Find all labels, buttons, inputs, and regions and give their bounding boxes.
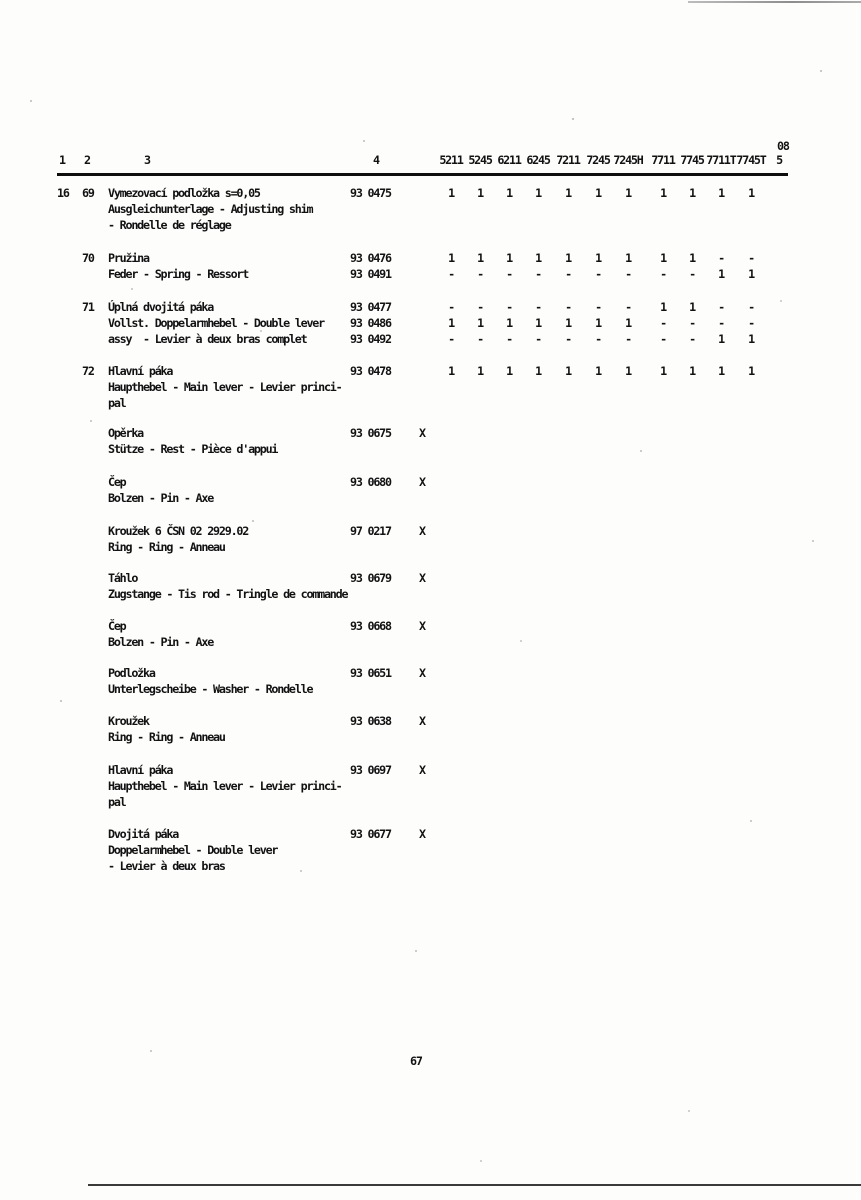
part-number: 93 0680 (350, 475, 391, 489)
quantity-cell: 1 (625, 316, 631, 330)
quantity-cell: 1 (718, 364, 724, 378)
x-mark: X (419, 714, 425, 728)
part-description-line: Čep (108, 475, 126, 489)
section-number: 08 (777, 139, 789, 153)
ref-column-header: 4 (373, 153, 379, 167)
quantity-cell: - (535, 332, 541, 346)
quantity-cell: 1 (748, 332, 754, 346)
item-number: 72 (82, 364, 94, 378)
part-description-line: Vymezovací podložka s=0,05 (108, 186, 260, 200)
item-number: 71 (82, 300, 94, 314)
quantity-cell: 1 (565, 186, 571, 200)
quantity-cell: 1 (660, 300, 666, 314)
quantity-cell: 1 (535, 251, 541, 265)
quantity-cell: - (625, 267, 631, 281)
part-description-line: - Levier à deux bras (108, 859, 225, 873)
part-description-line: Opěrka (108, 426, 144, 440)
header-rule (57, 173, 788, 176)
part-description-line: - Rondelle de réglage (108, 218, 231, 232)
quantity-cell: 1 (535, 186, 541, 200)
quantity-cell: 1 (748, 267, 754, 281)
quantity-cell: - (718, 251, 724, 265)
part-number: 93 0638 (350, 714, 391, 728)
quantity-cell: 1 (718, 267, 724, 281)
quantity-cell: 1 (660, 364, 666, 378)
part-description-line: Haupthebel - Main lever - Levier princi- (108, 779, 342, 793)
quantity-cell: - (718, 316, 724, 330)
quantity-cell: 1 (535, 364, 541, 378)
quantity-cell: - (506, 332, 512, 346)
model-column-header: 7745 (680, 153, 704, 167)
x-mark: X (419, 426, 425, 440)
quantity-cell: 1 (625, 251, 631, 265)
part-description-line: pal (108, 396, 126, 410)
quantity-cell: 1 (748, 364, 754, 378)
part-number: 93 0668 (350, 619, 391, 633)
part-description-line: assy - Levier à deux bras complet (108, 332, 307, 346)
part-description-line: Kroužek 6 ČSN 02 2929.02 (108, 524, 249, 538)
part-number: 93 0477 (350, 300, 391, 314)
part-number: 93 0476 (350, 251, 391, 265)
part-description-line: Úplná dvojitá páka (108, 300, 214, 314)
part-number: 93 0486 (350, 316, 391, 330)
quantity-cell: 1 (595, 251, 601, 265)
quantity-cell: 1 (689, 251, 695, 265)
quantity-cell: - (506, 267, 512, 281)
quantity-cell: 1 (477, 364, 483, 378)
quantity-cell: - (595, 267, 601, 281)
quantity-cell: - (625, 332, 631, 346)
scan-noise-dots (30, 100, 32, 102)
quantity-cell: - (565, 300, 571, 314)
part-number: 93 0475 (350, 186, 391, 200)
part-description-line: Táhlo (108, 571, 138, 585)
quantity-cell: - (448, 267, 454, 281)
quantity-cell: 1 (506, 316, 512, 330)
quantity-cell: - (506, 300, 512, 314)
page-number: 67 (410, 1054, 422, 1068)
quantity-cell: 1 (660, 186, 666, 200)
quantity-cell: - (689, 332, 695, 346)
part-description-line: Zugstange - Tis rod - Tringle de commande (108, 587, 348, 601)
quantity-cell: - (689, 316, 695, 330)
quantity-cell: 1 (718, 186, 724, 200)
model-column-header: 7711 (651, 153, 675, 167)
quantity-cell: - (477, 300, 483, 314)
part-description-line: Hlavní páka (108, 364, 173, 378)
scan-artifact-line-bottom (88, 1184, 861, 1186)
quantity-cell: 1 (535, 316, 541, 330)
quantity-cell: - (565, 332, 571, 346)
part-number: 93 0679 (350, 571, 391, 585)
item-number: 70 (82, 251, 94, 265)
x-mark: X (419, 475, 425, 489)
part-number: 97 0217 (350, 524, 391, 538)
x-mark: X (419, 763, 425, 777)
quantity-cell: 1 (506, 251, 512, 265)
part-description-line: Ring - Ring - Anneau (108, 730, 225, 744)
quantity-cell: - (448, 300, 454, 314)
model-column-header: 5245 (468, 153, 492, 167)
x-mark: X (419, 666, 425, 680)
quantity-cell: 1 (448, 316, 454, 330)
part-description-line: pal (108, 795, 126, 809)
x-mark: X (419, 524, 425, 538)
quantity-cell: 1 (477, 316, 483, 330)
quantity-cell: 1 (595, 364, 601, 378)
part-description-line: Stütze - Rest - Pièce d'appui (108, 442, 278, 456)
quantity-cell: 1 (660, 251, 666, 265)
quantity-cell: - (477, 267, 483, 281)
quantity-cell: - (660, 316, 666, 330)
quantity-cell: - (595, 300, 601, 314)
quantity-cell: - (477, 332, 483, 346)
part-number: 93 0651 (350, 666, 391, 680)
ref-column-header: 3 (144, 153, 150, 167)
position-ref: 16 (57, 186, 69, 200)
part-description-line: Unterlegscheibe - Washer - Rondelle (108, 682, 313, 696)
part-description-line: Bolzen - Pin - Axe (108, 491, 214, 505)
quantity-cell: 1 (595, 316, 601, 330)
quantity-cell: - (595, 332, 601, 346)
quantity-cell: - (660, 267, 666, 281)
quantity-cell: - (660, 332, 666, 346)
quantity-cell: - (535, 300, 541, 314)
part-description-line: Podložka (108, 666, 155, 680)
part-description-line: Dvojitá páka (108, 827, 179, 841)
model-column-header: 5211 (439, 153, 463, 167)
part-number: 93 0491 (350, 267, 391, 281)
part-description-line: Feder - Spring - Ressort (108, 267, 249, 281)
quantity-cell: 1 (718, 332, 724, 346)
model-column-header: 6245 (526, 153, 550, 167)
quantity-cell: - (625, 300, 631, 314)
part-number: 93 0675 (350, 426, 391, 440)
part-description-line: Doppelarmhebel - Double lever (108, 843, 278, 857)
serie-column-header: 5 (776, 153, 782, 167)
x-mark: X (419, 571, 425, 585)
part-description-line: Vollst. Doppelarmhebel - Double lever (108, 316, 324, 330)
part-number: 93 0677 (350, 827, 391, 841)
model-column-header: 7211 (556, 153, 580, 167)
part-description-line: Pružina (108, 251, 149, 265)
model-column-header: 7245 (586, 153, 610, 167)
item-number: 69 (82, 186, 94, 200)
part-description-line: Kroužek (108, 714, 149, 728)
quantity-cell: 1 (448, 364, 454, 378)
quantity-cell: 1 (689, 364, 695, 378)
part-number: 93 0492 (350, 332, 391, 346)
x-mark: X (419, 827, 425, 841)
x-mark: X (419, 619, 425, 633)
part-number: 93 0697 (350, 763, 391, 777)
quantity-cell: 1 (689, 300, 695, 314)
part-description-line: Bolzen - Pin - Axe (108, 635, 214, 649)
quantity-cell: 1 (625, 364, 631, 378)
quantity-cell: 1 (625, 186, 631, 200)
model-column-header: 7245H (613, 153, 643, 167)
quantity-cell: - (535, 267, 541, 281)
quantity-cell: - (748, 251, 754, 265)
model-column-header: 7745T (736, 153, 766, 167)
ref-column-header: 1 (59, 153, 65, 167)
quantity-cell: - (748, 316, 754, 330)
quantity-cell: 1 (448, 186, 454, 200)
part-description-line: Čep (108, 619, 126, 633)
quantity-cell: 1 (565, 316, 571, 330)
quantity-cell: - (448, 332, 454, 346)
quantity-cell: 1 (565, 364, 571, 378)
part-description-line: Hlavní páka (108, 763, 173, 777)
ref-column-header: 2 (84, 153, 90, 167)
quantity-cell: 1 (477, 186, 483, 200)
quantity-cell: 1 (506, 186, 512, 200)
model-column-header: 6211 (497, 153, 521, 167)
quantity-cell: - (689, 267, 695, 281)
quantity-cell: 1 (448, 251, 454, 265)
quantity-cell: 1 (689, 186, 695, 200)
part-description-line: Ausgleichunterlage - Adjusting shim (108, 202, 313, 216)
model-column-header: 7711T (706, 153, 736, 167)
quantity-cell: - (718, 300, 724, 314)
part-description-line: Ring - Ring - Anneau (108, 540, 225, 554)
quantity-cell: 1 (595, 186, 601, 200)
quantity-cell: 1 (748, 186, 754, 200)
quantity-cell: - (565, 267, 571, 281)
scan-artifact-line-top (688, 1, 861, 3)
quantity-cell: 1 (565, 251, 571, 265)
quantity-cell: 1 (477, 251, 483, 265)
quantity-cell: - (748, 300, 754, 314)
quantity-cell: 1 (506, 364, 512, 378)
part-description-line: Haupthebel - Main lever - Levier princi- (108, 380, 342, 394)
part-number: 93 0478 (350, 364, 391, 378)
